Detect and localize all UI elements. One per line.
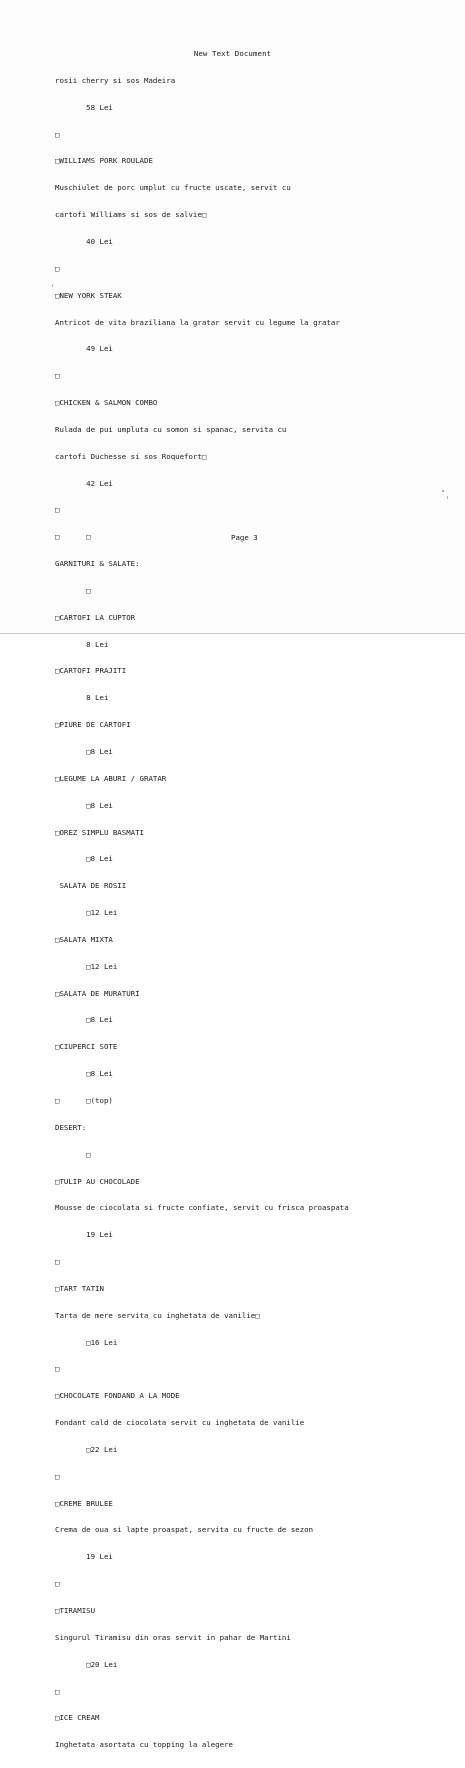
text-line: □ □(top) [55,1095,113,1105]
text-line: 8 Lei [55,639,109,649]
text-line: □16 Lei [55,1337,118,1347]
text-line: □TULIP AU CHOCOLADE [55,1176,140,1186]
text-line: □ICE CREAM [55,1713,100,1723]
text-line: Inghetata asortata cu topping la alegere [55,1740,233,1750]
text-line: rosii cherry si sos Madeira [55,75,176,85]
text-line: 58 Lei [55,102,113,112]
text-line: □ [55,1579,60,1589]
text-line: □12 Lei [55,961,118,971]
text-line: □PIURE DE CARTOFI [55,720,131,730]
scan-speck [442,490,444,492]
text-line: □WILLIAMS PORK ROULADE [55,156,153,166]
text-line: □8 Lei [55,854,113,864]
text-line: □12 Lei [55,908,118,918]
text-line: □ [55,263,60,273]
text-line: □ [55,129,60,139]
text-line: SALATA DE ROSII [55,881,127,891]
text-line: Crema de oua si lapte proaspat, servita cu fructe de sezon [55,1525,314,1535]
text-line: □CARTOFI PRAJITI [55,666,127,676]
text-line: □8 Lei [55,747,113,756]
text-line: Tarta de mere servita cu inghetata de vanilie□ [55,1310,260,1320]
text-line: 42 Lei [55,478,113,488]
text-line: □CARTOFI LA CUPTOR [55,612,136,622]
text-line: cartofi Duchesse si sos Roquefort□ [55,451,207,461]
text-line: □8 Lei [55,1015,113,1025]
text-line: □CREME BRULEE [55,1498,113,1508]
scan-speck [447,496,448,499]
text-line: □SALATA DE MURATURI [55,988,140,998]
text-line: □ [55,1149,91,1159]
text-line: □ [55,1471,60,1481]
text-line: □CIUPERCI SOTE [55,1042,118,1052]
document-title: New Text Document [193,49,272,58]
text-line: □CHICKEN & SALMON COMBO [55,398,158,408]
text-line: □SALATA MIXTA [55,934,113,944]
text-line: □TART TATIN [55,1283,104,1293]
text-line: □ [55,371,60,381]
text-line: □TIRAMISU [55,1606,96,1615]
text-line: 40 Lei [55,236,113,246]
text-line: □22 Lei [55,1444,118,1454]
page-bottom-edge [0,633,465,634]
text-line: GARNITURI & SALATE: [55,559,140,569]
text-line: Antricot de vita braziliana la gratar servit cu legume la gratar [55,317,340,327]
text-line: □ [55,585,91,595]
text-line: □ [55,1364,60,1374]
text-line: 19 Lei [55,1230,113,1240]
text-line: Rulada de pui umpluta cu somon si spanac, servita cu [55,424,287,434]
text-line: 49 Lei [55,344,113,354]
text-line: Fondant cald de ciocolata servit cu inghetata de vanilie [55,1418,305,1428]
text-line: 8 Lei [55,693,109,703]
text-line: □ [55,505,60,515]
text-line: Muschiulet de porc umplut cu fructe uscate, servit cu [55,183,291,193]
menu-text-body [55,59,450,1768]
text-line: □OREZ SIMPLU BASMATI [55,827,144,837]
text-line: 19 Lei [55,1552,113,1562]
text-line: □CHOCOLATE FONDAND A LA MODE [55,1391,180,1401]
text-line: □20 Lei [55,1659,118,1669]
text-line: Singurul Tiramisu din oras servit in pahar de Martini [55,1632,291,1642]
text-line: □NEW YORK STEAK [55,290,122,300]
text-line: □LEGUME LA ABURI / GRATAR [55,773,167,783]
text-line: □8 Lei [55,800,113,810]
text-line: Mousse de ciocolata si fructe confiate, servit cu frisca proaspata [55,1203,349,1213]
page-number: Page 3 [231,533,258,542]
text-line: □8 Lei [55,1069,113,1079]
scan-speck [52,284,53,287]
text-line: cartofi Williams si sos de salvie□ [55,210,207,220]
text-line: □ [55,1257,60,1267]
text-line: □ [55,1686,60,1696]
text-line: DESERT: [55,1122,87,1132]
text-line: □ □ [55,532,91,542]
